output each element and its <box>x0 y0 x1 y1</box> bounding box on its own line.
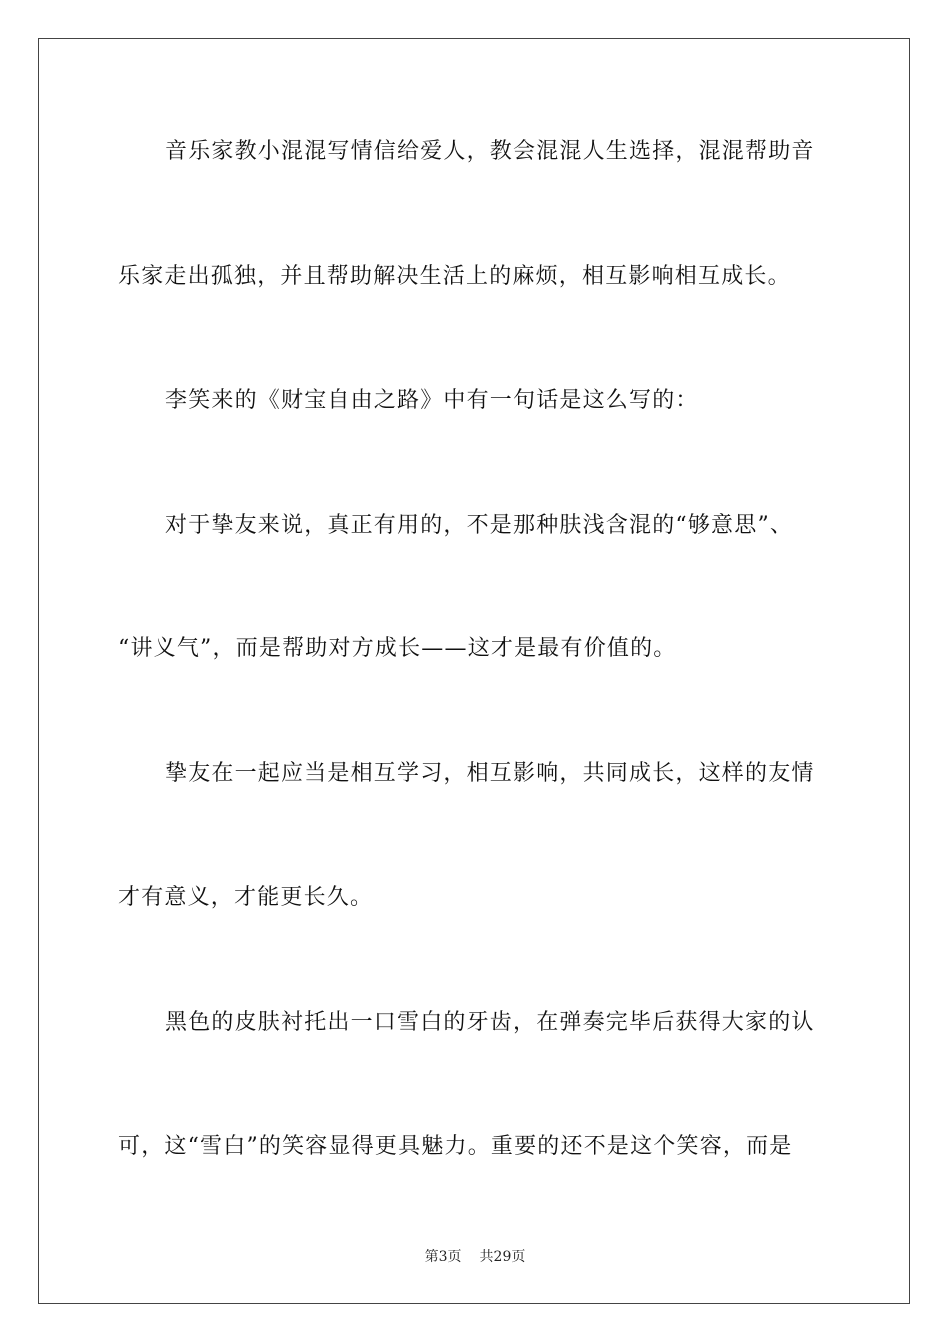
paragraph-line: 黑色的皮肤衬托出一口雪白的牙齿，在弹奏完毕后获得大家的认 <box>165 1010 815 1035</box>
paragraph-line: “讲义气”，而是帮助对方成长——这才是最有价值的。 <box>118 636 677 661</box>
paragraph-line: 李笑来的《财宝自由之路》中有一句话是这么写的： <box>165 388 699 413</box>
paragraph-line: 对于挚友来说，真正有用的，不是那种肤浅含混的“够意思”、 <box>165 513 794 538</box>
page-number: 第3页 <box>424 1249 462 1265</box>
paragraph-line: 挚友在一起应当是相互学习，相互影响，共同成长，这样的友情 <box>165 761 815 786</box>
paragraph-line: 音乐家教小混混写情信给爱人，教会混混人生选择，混混帮助音 <box>165 139 815 164</box>
paragraph-line: 才有意义，才能更长久。 <box>118 885 374 910</box>
paragraph-line: 乐家走出孤独，并且帮助解决生活上的麻烦，相互影响相互成长。 <box>118 264 791 289</box>
paragraph-line: 可，这“雪白”的笑容显得更具魅力。重要的还不是这个笑容，而是 <box>118 1134 793 1159</box>
page-footer <box>0 1248 950 1266</box>
total-pages: 共29页 <box>479 1249 526 1265</box>
page-border <box>38 38 910 1304</box>
